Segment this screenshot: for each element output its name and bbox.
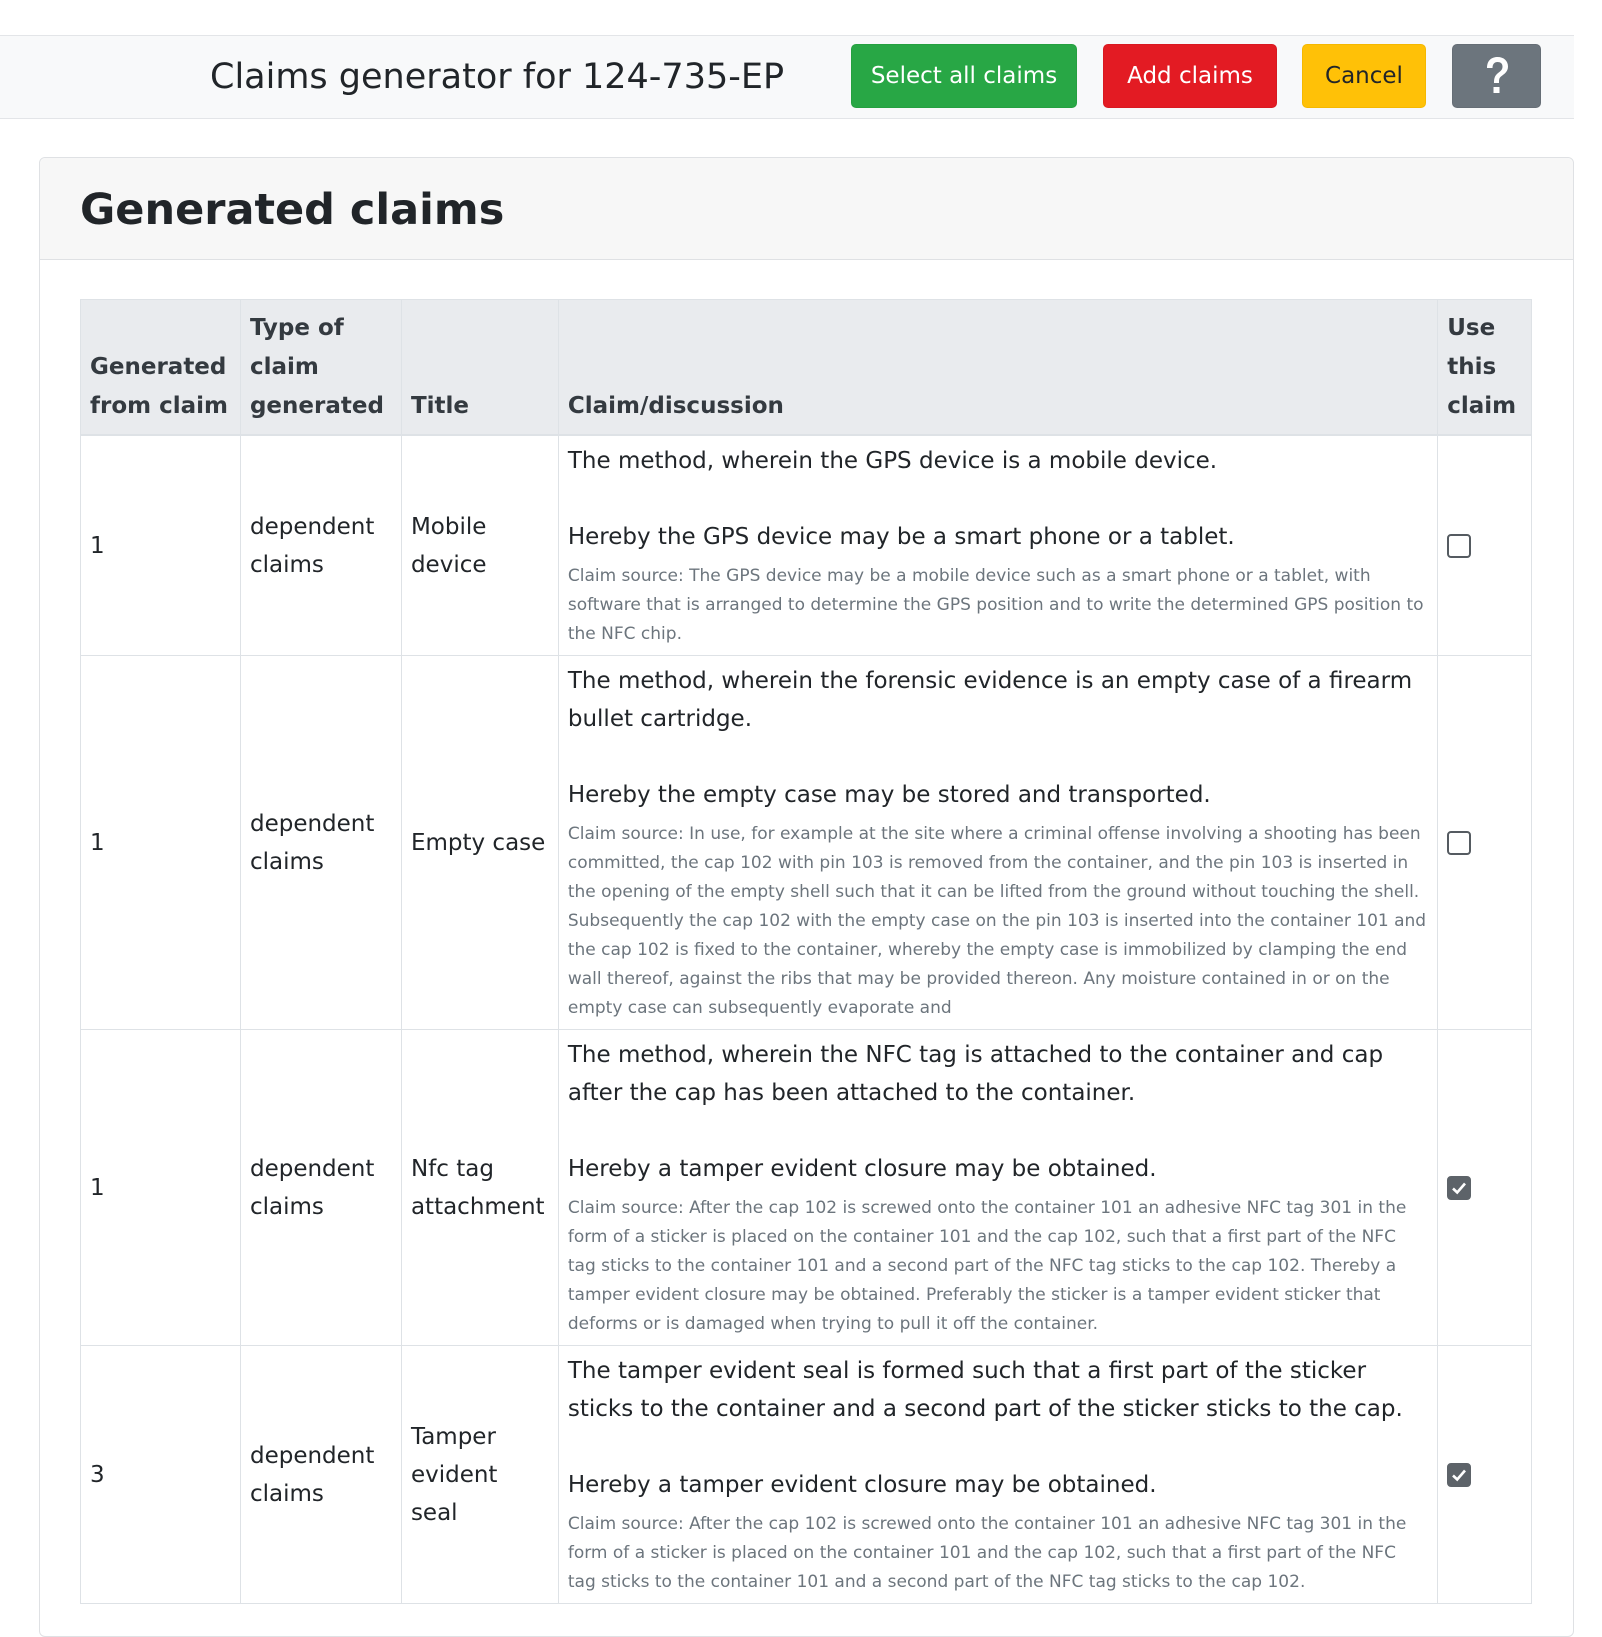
type-cell: dependent claims xyxy=(240,1346,401,1604)
claim-benefit: Hereby a tamper evident closure may be obtained. xyxy=(567,1472,1157,1498)
use-cell xyxy=(1438,656,1532,1030)
use-claim-checkbox[interactable] xyxy=(1447,831,1471,855)
claim-benefit: Hereby the empty case may be stored and transported. xyxy=(567,782,1211,808)
generated-from-cell: 1 xyxy=(81,656,241,1030)
claim-cell xyxy=(558,1030,1437,1346)
claim-cell xyxy=(558,435,1437,656)
use-claim-checkbox[interactable] xyxy=(1447,1463,1471,1487)
generated-from-cell: 1 xyxy=(81,435,241,656)
claim-text: The tamper evident seal is formed such that a first part of the sticker sticks to the container and a second part of the sticker sticks to the cap. xyxy=(567,1358,1403,1422)
type-cell: dependent claims xyxy=(240,656,401,1030)
claim-source: Claim source: After the cap 102 is screwed onto the container 101 an adhesive NFC tag 301 in the form of a sticker is placed on the container 101 and the cap 102, such that a first part of the NFC tag sticks to the container 101 and a second part of the NFC tag sticks to the cap 102. Thereby a tamper evident closure may be obtained. Preferably the sticker is a tamper evident sticker that deforms or is damaged when trying to pull it off the container. xyxy=(567,1198,1407,1334)
column-header-title: Title xyxy=(401,300,558,436)
generated-from-cell: 1 xyxy=(81,1030,241,1346)
column-header-use: Use this claim xyxy=(1438,300,1532,436)
type-cell: dependent claims xyxy=(240,435,401,656)
column-header-generated-from: Generated from claim xyxy=(81,300,241,436)
table-row xyxy=(81,1346,1532,1604)
use-cell xyxy=(1438,435,1532,656)
claim-source: Claim source: The GPS device may be a mobile device such as a smart phone or a tablet, with software that is arranged to determine the GPS position and to write the determined GPS position to the NFC chip. xyxy=(567,566,1424,644)
table-row xyxy=(81,656,1532,1030)
claim-benefit: Hereby a tamper evident closure may be obtained. xyxy=(567,1156,1157,1182)
help-button[interactable] xyxy=(1452,44,1541,108)
table-header-row xyxy=(81,300,1532,436)
generated-claims-card xyxy=(39,157,1574,1637)
use-cell xyxy=(1438,1030,1532,1346)
claim-text: The method, wherein the NFC tag is attached to the container and cap after the cap has been attached to the container. xyxy=(567,1042,1384,1106)
generated-from-cell: 3 xyxy=(81,1346,241,1604)
title-cell: Tamper evident seal xyxy=(401,1346,558,1604)
claims-table xyxy=(80,299,1532,1604)
claim-text: The method, wherein the GPS device is a mobile device. xyxy=(567,448,1218,474)
title-cell: Nfc tag attachment xyxy=(401,1030,558,1346)
table-row xyxy=(81,435,1532,656)
claim-source: Claim source: After the cap 102 is screwed onto the container 101 an adhesive NFC tag 301 in the form of a sticker is placed on the container 101 and the cap 102, such that a first part of the NFC tag sticks to the container 101 and a second part of the NFC tag sticks to the cap 102. xyxy=(567,1514,1407,1592)
cancel-button[interactable]: Cancel xyxy=(1302,44,1426,108)
table-row xyxy=(81,1030,1532,1346)
select-all-claims-button[interactable]: Select all claims xyxy=(851,44,1077,108)
type-cell: dependent claims xyxy=(240,1030,401,1346)
use-claim-checkbox[interactable] xyxy=(1447,1176,1471,1200)
use-cell xyxy=(1438,1346,1532,1604)
page-title: Claims generator for 124-735-EP xyxy=(210,57,785,97)
column-header-type: Type of claim generated xyxy=(240,300,401,436)
column-header-claim: Claim/discussion xyxy=(558,300,1437,436)
checkmark-icon xyxy=(1450,1466,1468,1484)
card-title: Generated claims xyxy=(80,185,505,235)
checkmark-icon xyxy=(1450,1179,1468,1197)
claim-cell xyxy=(558,656,1437,1030)
use-claim-checkbox[interactable] xyxy=(1447,534,1471,558)
top-toolbar xyxy=(0,35,1574,119)
title-cell: Mobile device xyxy=(401,435,558,656)
title-cell: Empty case xyxy=(401,656,558,1030)
card-header xyxy=(40,158,1573,260)
claim-benefit: Hereby the GPS device may be a smart phone or a tablet. xyxy=(567,524,1235,550)
add-claims-button[interactable]: Add claims xyxy=(1103,44,1277,108)
claim-cell xyxy=(558,1346,1437,1604)
claim-text: The method, wherein the forensic evidence is an empty case of a firearm bullet cartridge. xyxy=(567,668,1413,732)
claim-source: Claim source: In use, for example at the site where a criminal offense involving a shooting has been committed, the cap 102 with pin 103 is removed from the container, and the pin 103 is inserted in the opening of the empty shell such that it can be lifted from the ground without touching the shell. Subsequently the cap 102 with the empty case on the pin 103 is inserted into the container 101 and the cap 102 is fixed to the container, whereby the empty case is immobilized by clamping the end wall thereof, against the ribs that may be provided thereon. Any moisture contained in or on the empty case can subsequently evaporate and xyxy=(567,824,1427,1018)
question-mark-icon xyxy=(1478,54,1516,98)
